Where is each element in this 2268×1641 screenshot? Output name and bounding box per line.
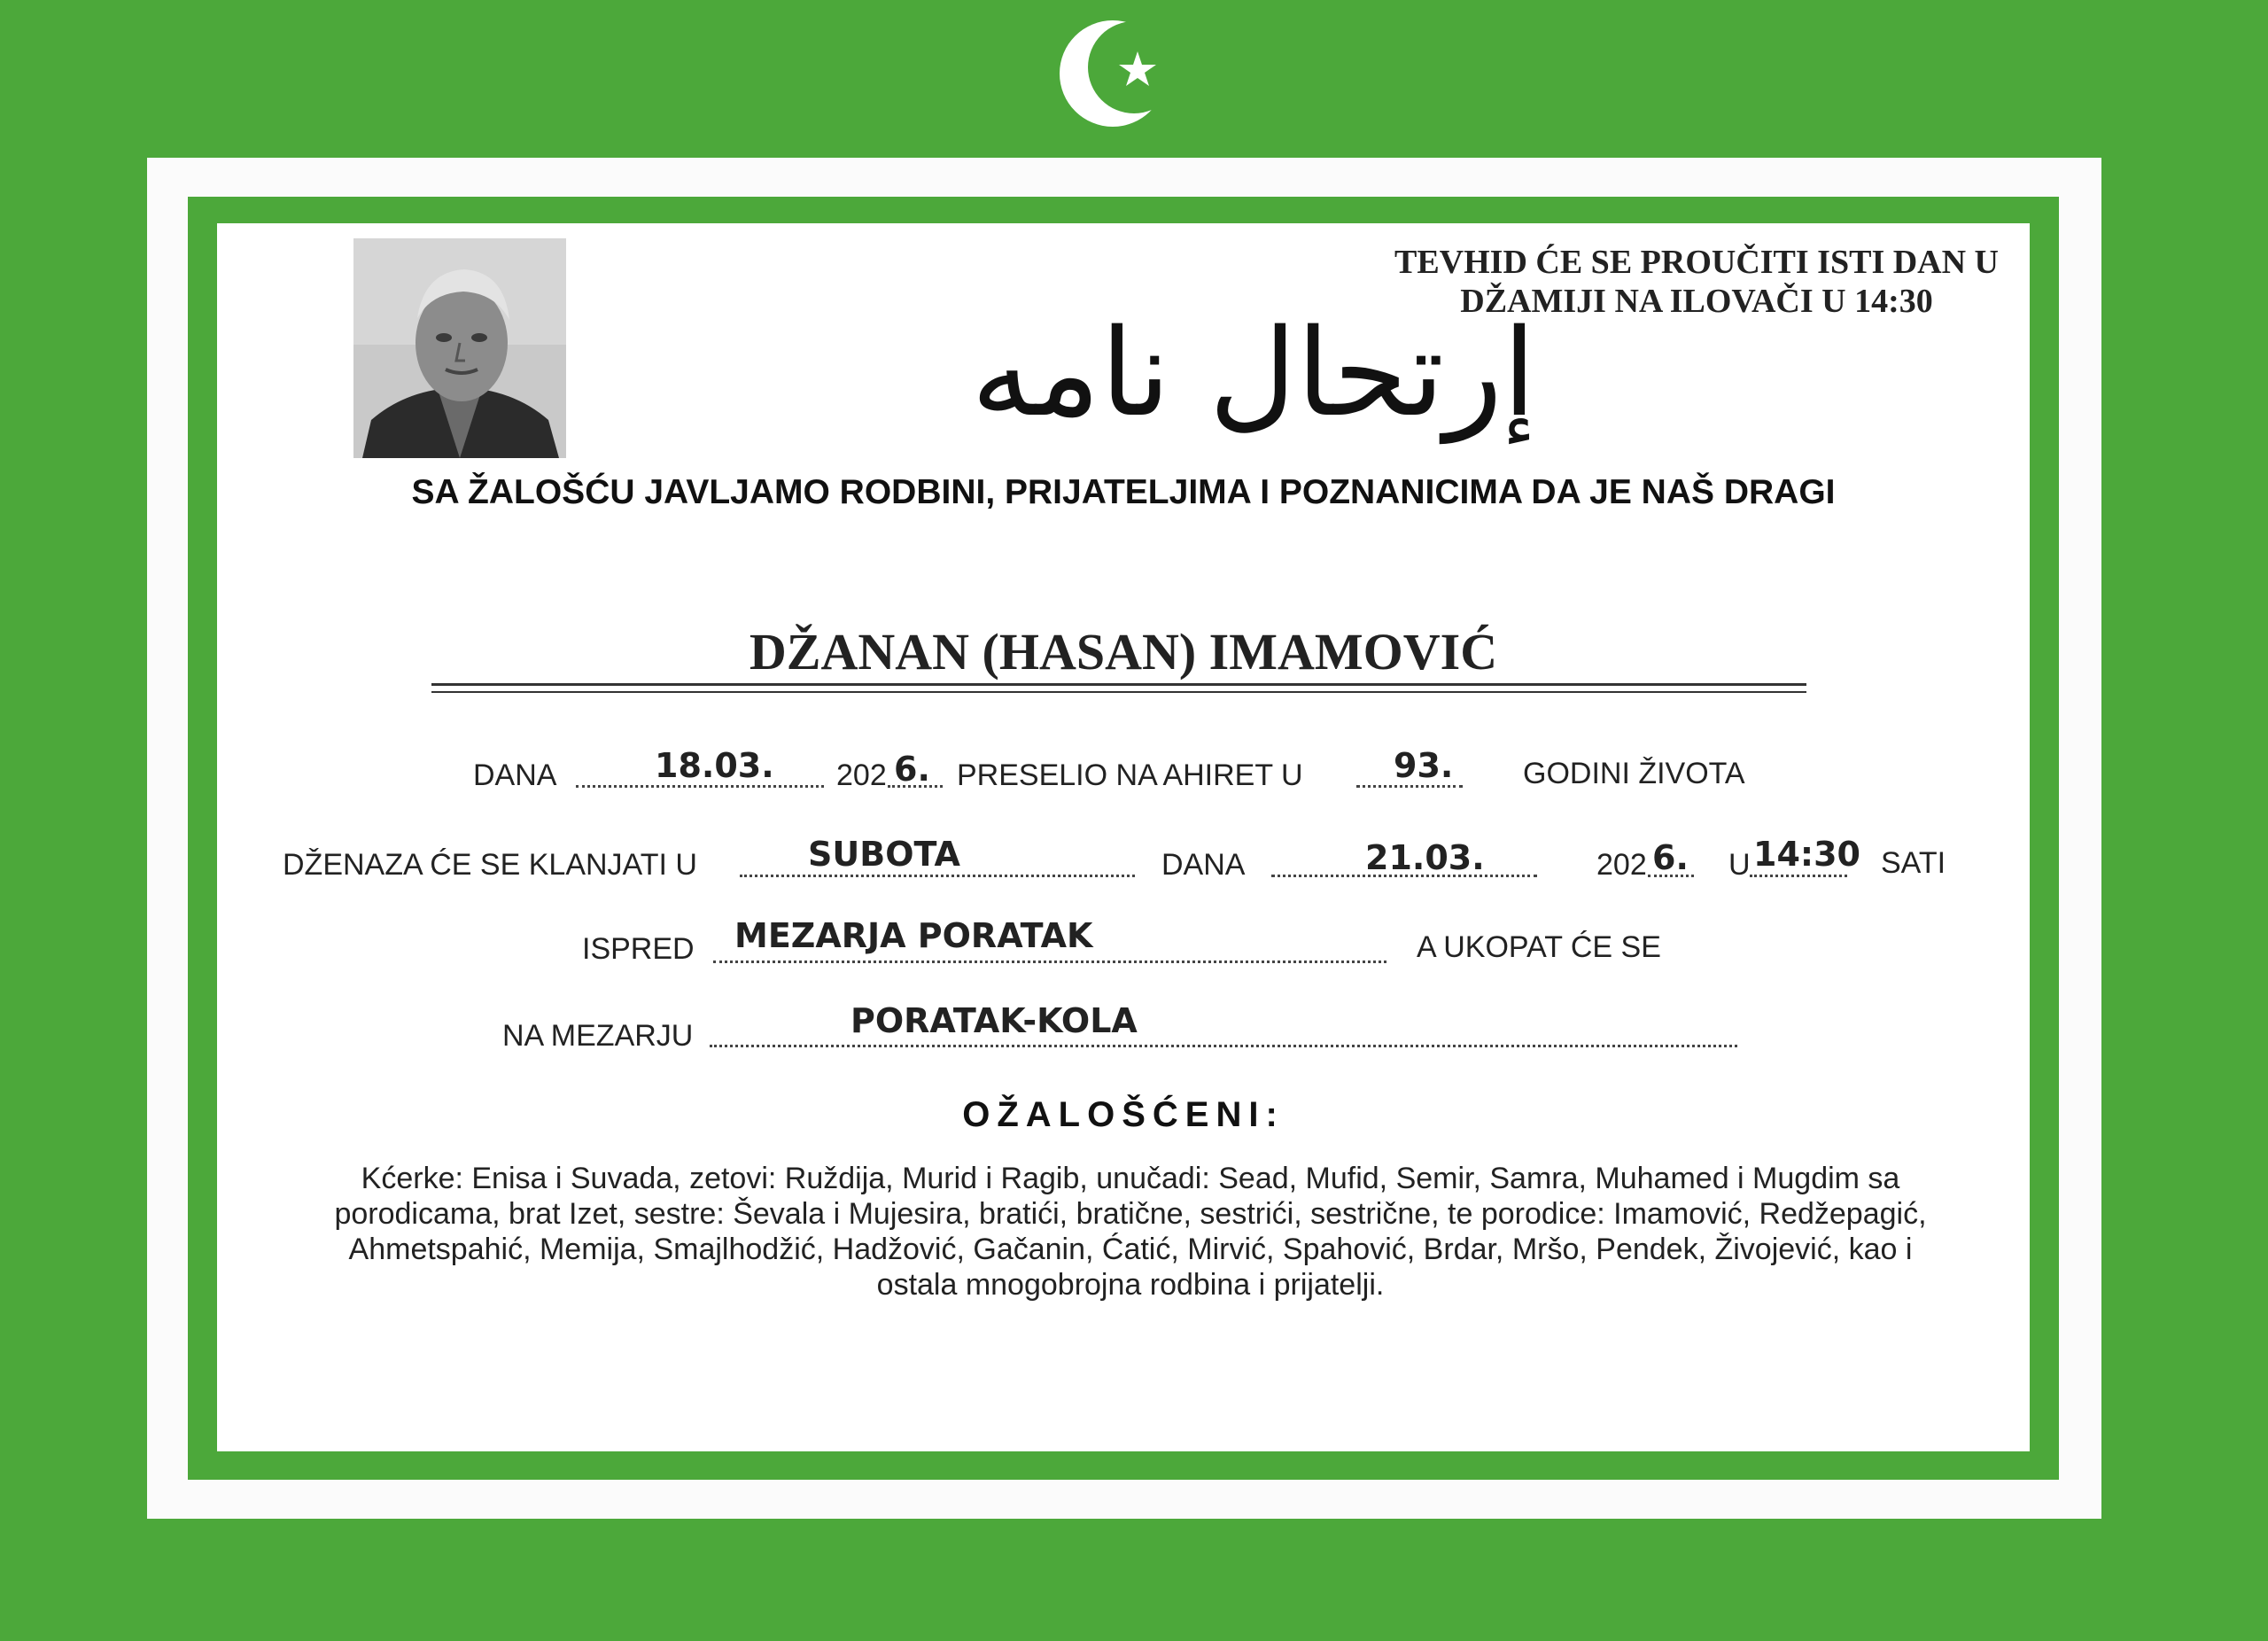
funeral-year-suffix: 6. [1652, 838, 1689, 877]
label-dzenaza: DŽENAZA ĆE SE KLANJATI U [283, 848, 697, 882]
mourners-heading: OŽALOŠĆENI: [962, 1095, 1285, 1134]
burial-cemetery: PORATAK-KOLA [850, 1001, 1138, 1040]
mourners-line: porodicama, brat Izet, sestre: Ševala i Mujesira, bratići, bratične, sestrići, sestrične, te porodice: Imamović, Redžepagić, [334, 1197, 1927, 1231]
label-preselio: PRESELIO NA AHIRET U [957, 758, 1303, 792]
label-godini-zivota: GODINI ŽIVOTA [1523, 757, 1745, 790]
deceased-photo [353, 238, 566, 458]
funeral-date: 21.03. [1365, 838, 1485, 877]
tevhid-notice: TEVHID ĆE SE PROUČITI ISTI DAN U DŽAMIJI NA ILOVAČI U 14:30 [1394, 244, 2000, 320]
label-ispred: ISPRED [582, 932, 695, 966]
obituary-card [217, 223, 2030, 1451]
dotted-line [576, 785, 824, 788]
year-prefix-2: 202 [1596, 848, 1647, 882]
dotted-line [713, 960, 1386, 963]
label-na-mezarju: NA MEZARJU [502, 1019, 694, 1053]
death-date: 18.03. [655, 746, 774, 785]
arabic-title: إرتحال نامه [971, 304, 1536, 444]
mourners-line: ostala mnogobrojna rodbina i prijatelji. [876, 1268, 1385, 1302]
mourners-line: Kćerke: Enisa i Suvada, zetovi: Ruždija, Murid i Ragib, unučadi: Sead, Mufid, Semir, Samra, Muhamed i Mugdim sa [361, 1162, 1900, 1195]
age: 93. [1394, 746, 1454, 785]
name-underline-secondary [431, 691, 1806, 693]
funeral-time: 14:30 [1753, 835, 1860, 874]
deceased-name: DŽANAN (HASAN) IMAMOVIĆ [749, 623, 1498, 681]
funeral-day: SUBOTA [808, 835, 960, 874]
dotted-line [710, 1045, 1737, 1047]
label-ukopat: A UKOPAT ĆE SE [1417, 930, 1661, 964]
death-year-suffix: 6. [894, 750, 930, 789]
name-underline [431, 683, 1806, 686]
year-prefix: 202 [836, 758, 887, 792]
announcement-text: SA ŽALOŠĆU JAVLJAMO RODBINI, PRIJATELJIMA I POZNANICIMA DA JE NAŠ DRAGI [411, 473, 1836, 511]
label-u: U [1728, 848, 1751, 882]
crescent-star-icon [1052, 16, 1185, 131]
mourners-line: Ahmetspahić, Memija, Smajlhodžić, Hadžović, Gačanin, Ćatić, Mirvić, Spahović, Brdar, Mršo, Pendek, Živojević, kao i [348, 1233, 1913, 1266]
mourners-list [276, 1161, 1985, 1303]
label-dana-2: DANA [1161, 848, 1246, 882]
label-dana: DANA [473, 758, 557, 792]
dotted-line [740, 875, 1135, 877]
dotted-line [1750, 875, 1847, 877]
funeral-place: MEZARJA PORATAK [734, 916, 1093, 955]
dotted-line [1356, 785, 1463, 788]
label-sati: SATI [1881, 846, 1946, 880]
